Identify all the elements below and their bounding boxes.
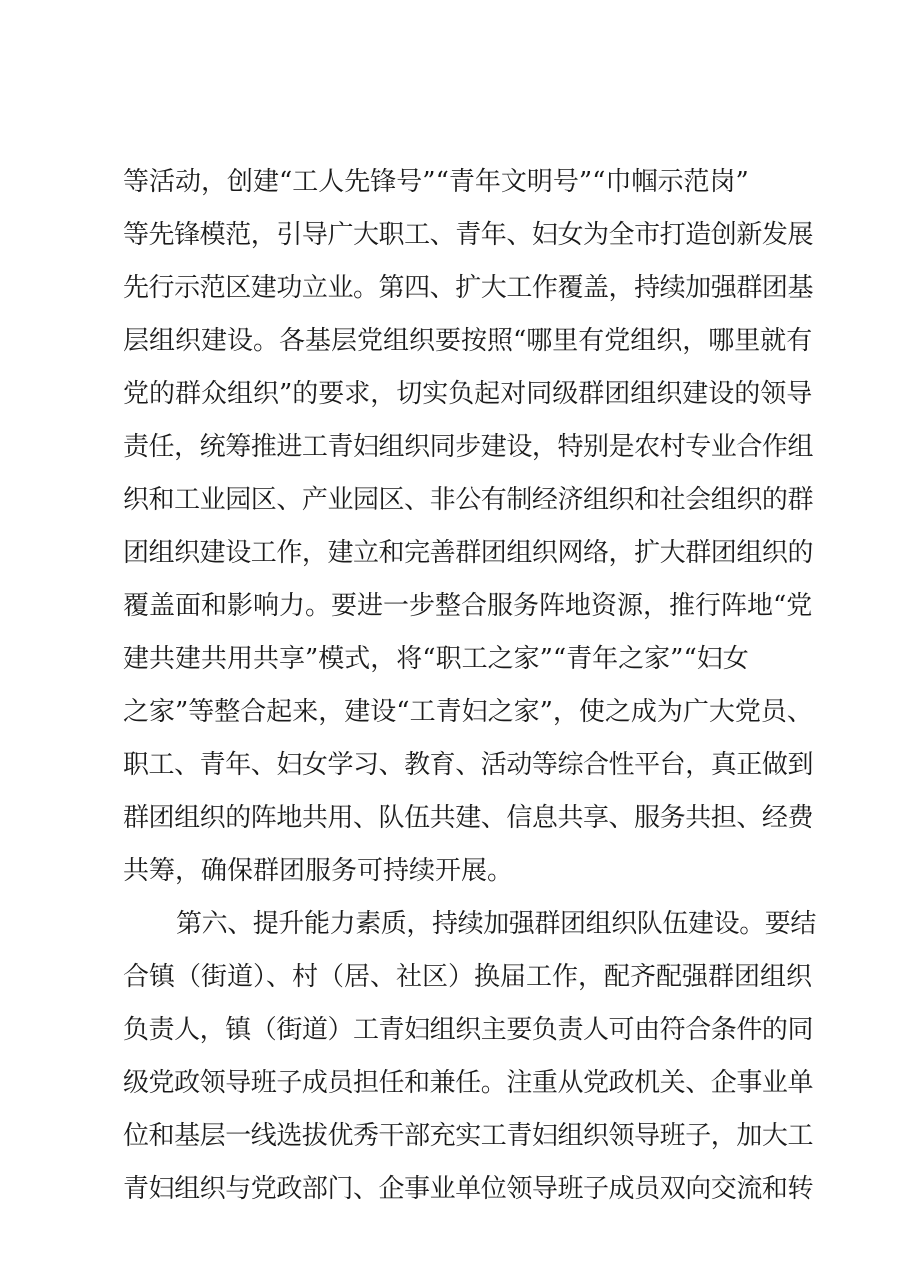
text-line: 位和基层一线选拔优秀干部充实工青妇组织领导班子，加大工 (123, 1121, 814, 1151)
text-line: 覆盖面和影响力。要进一步整合服务阵地资源，推行阵地“党 (123, 591, 813, 621)
text-line: 负责人，镇（街道）工青妇组织主要负责人可由符合条件的同 (123, 1015, 814, 1045)
text-line: 等先锋模范，引导广大职工、青年、妇女为全市打造创新发展 (123, 220, 814, 250)
text-line: 建共建共用共享”模式，将“职工之家”“青年之家”“妇女 (123, 644, 749, 674)
text-line: 党的群众组织”的要求，切实负起对同级群团组织建设的领导 (123, 379, 813, 409)
text-line: 职工、青年、妇女学习、教育、活动等综合性平台，真正做到 (123, 750, 814, 780)
text-line: 责任，统筹推进工青妇组织同步建设，特别是农村专业合作组 (123, 432, 814, 462)
text-line: 共筹，确保群团服务可持续开展。 (123, 856, 514, 886)
text-line: 第六、提升能力素质，持续加强群团组织队伍建设。要结 (176, 909, 817, 939)
text-line: 之家”等整合起来，建设“工青妇之家”，使之成为广大党员、 (123, 697, 813, 727)
text-line: 青妇组织与党政部门、企事业单位领导班子成员双向交流和转 (123, 1174, 814, 1204)
text-line: 织和工业园区、产业园区、非公有制经济组织和社会组织的群 (123, 485, 814, 515)
text-line: 级党政领导班子成员担任和兼任。注重从党政机关、企事业单 (123, 1068, 814, 1098)
text-line: 等活动，创建“工人先锋号”“青年文明号”“巾帼示范岗” (123, 167, 749, 197)
text-line: 先行示范区建功立业。第四、扩大工作覆盖，持续加强群团基 (123, 273, 814, 303)
text-line: 层组织建设。各基层党组织要按照“哪里有党组织，哪里就有 (123, 326, 813, 356)
text-line: 团组织建设工作，建立和完善群团组织网络，扩大群团组织的 (123, 538, 814, 568)
text-line: 合镇（街道）、村（居、社区）换届工作，配齐配强群团组织 (123, 962, 813, 992)
text-line: 群团组织的阵地共用、队伍共建、信息共享、服务共担、经费 (123, 803, 814, 833)
